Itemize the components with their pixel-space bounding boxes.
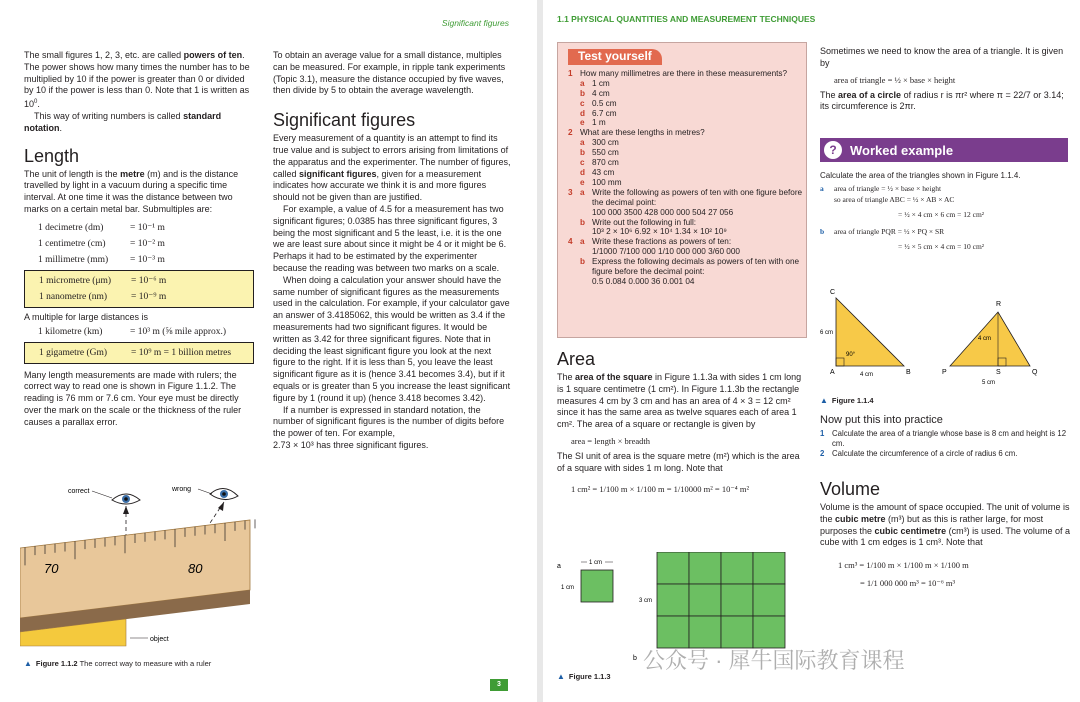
test-item: a 1 cm: [580, 78, 610, 88]
fig-b-label: b: [633, 655, 637, 662]
test-item: b Write out the following in full:: [580, 217, 697, 227]
eye-wrong-icon: [210, 488, 238, 499]
test-yourself-heading: Test yourself: [568, 49, 662, 65]
fig-3cm: 3 cm: [639, 598, 653, 604]
test-item: 2 What are these lengths in metres?: [568, 128, 705, 138]
volume-paragraph: Volume is the amount of space occupied. The unit of volume is the cubic metre (m³) but as this is rather large, for most purposes the cubic centimetre (cm³) is used. The volume of a cube with 1 cm edges is 1 cm³. Note that: [820, 502, 1070, 548]
fig-a-label: a: [557, 563, 561, 570]
svg-text:C: C: [830, 289, 836, 296]
area-paragraph: The area of the square in Figure 1.1.3a with sides 1 cm long is 1 square centimetre (1 cm²). In Figure 1.1.3b the rectangle measures 4 cm by 3 cm and has an area of 4 × 3 = 12 cm² since it has the same area as twelve squares each of area 1 cm². The area of a square or rectangle is given by: [557, 372, 802, 430]
test-item: e 100 mm: [580, 177, 622, 187]
test-item: b Express the following decimals as powers of ten with one figure before the decimal point:: [580, 257, 800, 277]
length-heading: Length: [24, 145, 80, 166]
area-section: [557, 348, 807, 495]
svg-text:6 cm: 6 cm: [820, 330, 834, 336]
running-head-right: 1.1 PHYSICAL QUANTITIES AND MEASUREMENT TECHNIQUES: [557, 14, 816, 24]
unit-centimetre: 1 centimetre (cm) = 10⁻² m: [38, 238, 165, 249]
practice-section: [820, 414, 1070, 459]
grid-square: [753, 584, 785, 616]
unit-millimetre: 1 millimetre (mm) = 10⁻³ m: [38, 254, 165, 265]
test-item: 1 How many millimetres are there in these measurements?: [568, 68, 788, 78]
sigfig-paragraph-4: If a number is expressed in standard notation, the number of significant figures is the number of digits before the power of ten. For example,: [273, 404, 505, 439]
triangle-paragraph: Sometimes we need to know the area of a triangle. It is given by: [820, 46, 1064, 68]
question-mark-icon: ?: [824, 141, 842, 159]
volume-section: [820, 478, 1070, 589]
label-object: object: [150, 636, 169, 643]
test-item: 1/1000 7/100 000 1/10 000 000 3/60 000: [592, 247, 740, 257]
powers-of-ten-paragraph: The small figures 1, 2, 3, etc. are called powers of ten. The power shows how many times the number has to be multiplied by 10 if the power is greater than 0 or divided by 10 if the power is less than 0. Note that 1 is written as $10^0$.: [24, 50, 250, 110]
area-heading: Area: [557, 349, 596, 369]
test-item: b 4 cm: [580, 88, 610, 98]
watermark: 公众号 · 犀牛国际教育课程: [643, 648, 905, 673]
test-item: 3 a Write the following as powers of ten with one figure before the decimal point:: [568, 187, 803, 207]
figure-1-1-2-caption: ▲ Figure 1.1.2 The correct way to measure with a ruler: [24, 659, 212, 668]
figure-1-1-4-caption: ▲ Figure 1.1.4: [820, 396, 874, 405]
grid-square: [657, 584, 689, 616]
sigfig-paragraph-2: For example, a value of 4.5 for a measurement has two significant figures; 0.0385 has three significant figures, 3 being the most significant and 5 the least, i.e. it is the one we are least sure about since it might be 4 or it might be 6. Perhaps it had to be estimated by the experimenter because the reading was between two marks on a scale.: [273, 203, 507, 273]
test-item: 100 000 3500 428 000 000 504 27 056: [592, 207, 734, 217]
worked-example-intro: Calculate the area of the triangles shown in Figure 1.1.4.: [820, 171, 1021, 180]
label-70: 70: [44, 561, 59, 576]
test-item: c 870 cm: [580, 158, 619, 168]
running-head-left: Significant figures: [441, 18, 509, 28]
unit-decimetre: 1 decimetre (dm) = 10⁻¹ m: [38, 222, 165, 233]
right-page: [543, 0, 1080, 702]
test-item: 10³ 2 × 10⁶ 6.92 × 10⁴ 1.34 × 10² 10⁹: [592, 227, 727, 237]
triangle-section: [820, 46, 1070, 113]
label-80: 80: [188, 561, 203, 576]
standard-notation-paragraph: This way of writing numbers is called standard notation.: [24, 110, 222, 133]
fig-1cm-top: 1 cm: [589, 560, 603, 566]
unit-nanometre: 1 nanometre (nm) = 10⁻⁹ m: [39, 291, 167, 302]
area-equation: 1 cm² = 1/100 m × 1/100 m = 1/10000 m² = 10⁻⁴ m²: [571, 483, 750, 494]
practice-item-1: 1 Calculate the area of a triangle whose base is 8 cm and height is 12 cm.: [820, 429, 1067, 448]
grid-square: [689, 552, 721, 584]
triangle-formula: area of triangle = ½ × base × height: [834, 74, 956, 85]
volume-heading: Volume: [820, 479, 881, 499]
label-correct: correct: [68, 488, 90, 495]
significant-figures-heading: Significant figures: [273, 110, 416, 131]
test-item: b 550 cm: [580, 148, 619, 158]
grid-square: [689, 584, 721, 616]
volume-equation-2: = 1/1 000 000 m³ = 10⁻⁶ m³: [860, 578, 956, 589]
svg-text:A: A: [830, 369, 835, 376]
grid-square: [657, 552, 689, 584]
page-number: 3: [490, 679, 508, 691]
highlight-box-gigametre: [24, 342, 254, 364]
worked-example: [820, 138, 1068, 252]
left-column-1: [24, 50, 254, 429]
highlight-box-micro-nano: [24, 270, 254, 308]
sigfig-paragraph-5: 2.73 × 10³ has three significant figures.: [273, 439, 429, 450]
ruler-paragraph: Many length measurements are made with rulers; the correct way to read one is shown in Figure 1.1.2. The reading is 76 mm or 7.6 cm. Your eye must be directly over the mark on the scale or the thickness of the ruler causes a parallax error.: [24, 369, 242, 427]
test-item: a 300 cm: [580, 138, 619, 148]
test-item: e 1 m: [580, 118, 606, 128]
average-paragraph: To obtain an average value for a small distance, multiples can be measured. For example, in ripple tank experiments (Topic 3.1), measure the distance occupied by five waves, then divide by 5 to obtain the average wavelength.: [273, 50, 506, 96]
unit-micrometre: 1 micrometre (μm) = 10⁻⁶ m: [39, 275, 167, 286]
submultiples-list: [24, 220, 254, 268]
left-column-2: [273, 50, 513, 452]
svg-text:4 cm: 4 cm: [978, 336, 992, 342]
test-item: c 0.5 cm: [580, 98, 617, 108]
svg-text:4 cm: 4 cm: [860, 372, 874, 378]
volume-equation-1: 1 cm³ = 1/100 m × 1/100 m × 1/100 m: [838, 560, 969, 571]
test-yourself-box: [557, 42, 807, 338]
svg-text:S: S: [996, 369, 1001, 376]
svg-text:B: B: [906, 369, 911, 376]
test-item: d 43 cm: [580, 167, 615, 177]
figure-1-1-3-caption: ▲ Figure 1.1.3: [557, 672, 611, 681]
unit-kilometre: 1 kilometre (km) = 10³ m (⅝ mile approx.): [38, 326, 227, 337]
label-wrong: wrong: [172, 486, 192, 493]
si-area-paragraph: The SI unit of area is the square metre (m²) which is the area of a square with sides 1 m long. Note that: [557, 450, 800, 473]
test-yourself-items: [558, 69, 806, 287]
unit-square: [581, 570, 613, 602]
unit-gigametre: 1 gigametre (Gm) = 10⁹ m = 1 billion metres: [39, 347, 232, 358]
left-page: [0, 0, 537, 702]
rectangle-grid: [657, 552, 785, 648]
practice-item-2: 2 Calculate the circumference of a circle of radius 6 cm.: [820, 449, 1018, 458]
sigfig-paragraph-1: Every measurement of a quantity is an attempt to find its true value and is subject to errors arising from limitations of the apparatus and the experimenter. The number of figures, called significant figures, given for a measurement indicates how accurate we think it is and more figures should not be given than are justified.: [273, 133, 511, 203]
eye-correct-icon: [112, 494, 140, 504]
svg-text:90°: 90°: [846, 352, 856, 358]
ruler-figure: [20, 478, 260, 653]
fig-1cm-side: 1 cm: [561, 585, 575, 591]
area-formula: area = length × breadth: [571, 435, 650, 446]
test-item: 4 a Write these fractions as powers of ten:: [568, 237, 732, 247]
svg-text:P: P: [942, 369, 947, 376]
svg-text:5 cm: 5 cm: [982, 380, 996, 386]
test-item: d 6.7 cm: [580, 108, 617, 118]
circle-paragraph: The area of a circle of radius r is πr² where π = 22/7 or 3.14; its circumference is 2πr.: [820, 89, 1064, 112]
multiple-intro: A multiple for large distances is: [24, 311, 149, 322]
svg-text:R: R: [996, 301, 1002, 308]
svg-text:Q: Q: [1032, 369, 1038, 376]
length-paragraph: The unit of length is the metre (m) and is the distance travelled by light in a vacuum during a specific time interval. At one time it was the distance between two marks on a certain metal bar. Submultiples are:: [24, 168, 239, 214]
grid-square: [721, 584, 753, 616]
practice-heading: Now put this into practice: [820, 414, 943, 426]
worked-example-solution: a area of triangle = ½ × base × height so area of triangle ABC = ½ × AB × AC = ½ × 4 cm × 6 cm = 12 cm² b area of triangle PQR = ½ × PQ × SR = ½ × 5 cm × 4 cm = 10 cm²: [820, 184, 985, 251]
triangles-figure: [820, 282, 1070, 394]
grid-square: [753, 552, 785, 584]
sigfig-paragraph-3: When doing a calculation your answer should have the same number of significant figures as the measurements used in the calculation. For example, if your calculator gave an answer of 3.4185062, this would be written as 3.4 if the measurements had two significant figures. It would be written as 3.42 for three significant figures. Note that in deciding the least significant figure you look at the next figure to the right. If it is less than 5, you leave the least significant figure as it is (hence 3.41 becomes 3.4), but if it equals or is greater than 5 you increase the least significant figure by 1 (round it up) (hence 3.418 becomes 3.42).: [273, 274, 511, 403]
grid-square: [721, 552, 753, 584]
worked-example-banner: ? Worked example: [820, 138, 1068, 162]
test-item: 0.5 0.084 0.000 36 0.001 04: [592, 276, 695, 286]
